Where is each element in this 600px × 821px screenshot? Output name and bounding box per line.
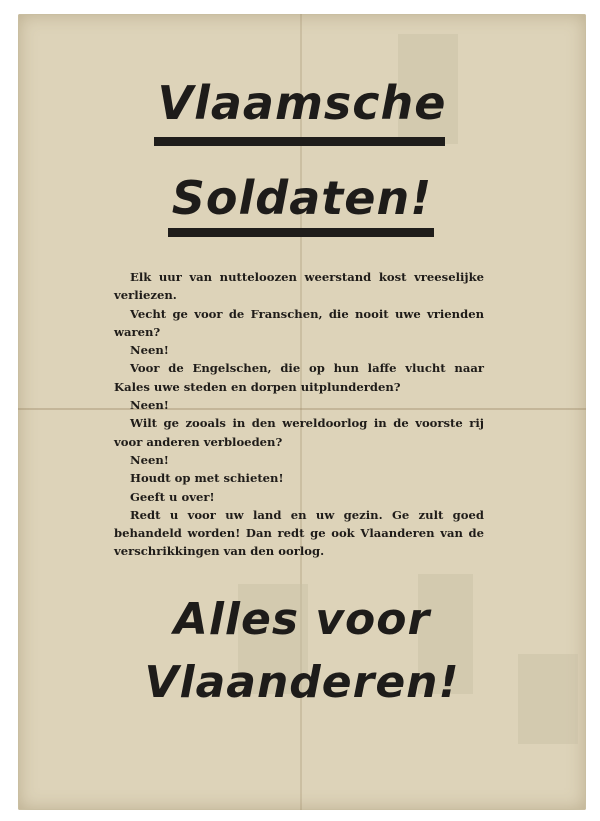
slogan-line-2: Vlaanderen! (144, 657, 460, 708)
body-paragraph: Neen! (130, 452, 169, 467)
body-paragraph: Houdt op met schieten! (130, 471, 284, 486)
headline-line-1: Vlaamsche (157, 76, 447, 130)
body-text (114, 268, 484, 561)
body-paragraph: Wilt ge zooals in den wereldoorlog in de voorste rij voor anderen verbloeden? (114, 416, 484, 449)
body-paragraph: Elk uur van nutteloozen weerstand kost vreeselijke verliezen. (114, 270, 484, 303)
headline-rule-bottom (168, 228, 434, 237)
body-paragraph: Redt u voor uw land en uw gezin. Ge zult goed behandeld worden! Dan redt ge ook Vlaanderen van de verschrikkingen van den oorlog. (114, 507, 484, 559)
body-paragraph: Neen! (130, 343, 169, 358)
body-paragraph: Voor de Engelschen, die op hun laffe vlucht naar Kales uwe steden en dorpen uitplunderden? (114, 361, 484, 394)
body-paragraph: Neen! (130, 398, 169, 413)
leaflet-page (18, 14, 586, 810)
body-paragraph: Vecht ge voor de Franschen, die nooit uwe vrienden waren? (114, 306, 484, 339)
slogan-line-1: Alles voor (173, 594, 431, 645)
headline-rule-top (154, 137, 445, 146)
headline-line-2: Soldaten! (171, 171, 433, 225)
body-paragraph: Geeft u over! (130, 489, 215, 504)
